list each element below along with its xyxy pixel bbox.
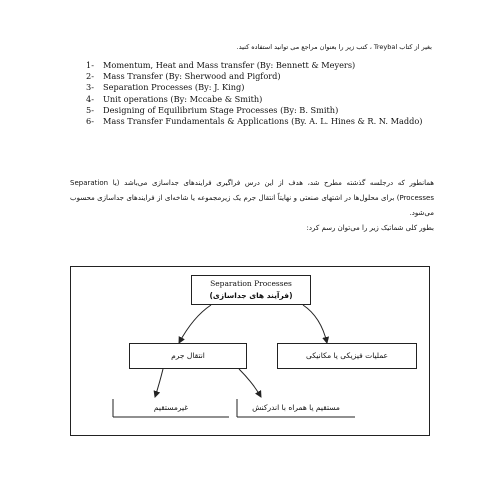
reference-item [86, 94, 426, 105]
arrow-to-mechanical-ops [303, 305, 327, 343]
paragraph-text: همانطور که درجلسه گذشته مطرح شد، هدف از این درس فراگیری فرایندهای جداسازی می‌باشد (یا Separation Processes) برای محلول‌ها در اشتهای صنعتی و نهایتاً انتقال جرم یک زیرمجموعه یا شاخه‌ای از فرایندهای جداسازی محسوب می‌شود. [70, 179, 434, 217]
reference-text: Mass Transfer (By: Sherwood and Pigford) [103, 71, 281, 82]
reference-list [86, 60, 426, 127]
paragraph-text-2: بطور کلی شماتیک زیر را می‌توان رسم کرد: [306, 224, 434, 232]
direct-label: مستقیم یا همراه با اندرکنش [252, 403, 340, 412]
arrow-to-indirect [155, 369, 163, 397]
direct-box [237, 399, 355, 417]
reference-number: 2- [86, 71, 94, 82]
reference-number: 3- [86, 82, 94, 93]
reference-number: 5- [86, 104, 94, 115]
reference-text: Mass Transfer Fundamentals & Applications (By. A. L. Hines & R. N. Maddo) [103, 116, 423, 127]
arrow-to-mass-transfer [179, 305, 211, 343]
mechanical-ops-label: عملیات فیزیکی یا مکانیکی [305, 351, 389, 360]
body-paragraph [70, 176, 434, 236]
reference-item [86, 116, 426, 127]
intro-text: بغیر از کتاب Treybal ، کتب زیر را بعنوان مراجع می توانید استفاده کنید. [236, 43, 432, 51]
reference-item [86, 105, 426, 116]
indirect-label: غیرمستقیم [153, 403, 189, 412]
root-subtitle: (فرآیند های جداسازی) [209, 291, 293, 300]
arrow-to-direct [239, 369, 261, 397]
mass-transfer-box [129, 343, 247, 369]
root-box [191, 275, 311, 305]
mass-transfer-label: انتقال جرم [171, 351, 205, 360]
reference-number: 6- [86, 116, 94, 127]
indirect-box [113, 399, 229, 417]
mechanical-ops-box [277, 343, 417, 369]
reference-text: Momentum, Heat and Mass transfer (By: Bennett & Meyers) [103, 60, 356, 70]
reference-text: Separation Processes (By: J. King) [103, 82, 245, 93]
reference-number: 1- [86, 60, 94, 70]
reference-number: 4- [86, 93, 94, 104]
reference-item [86, 71, 426, 82]
reference-text: Unit operations (By: Mccabe & Smith) [103, 93, 263, 104]
separation-diagram [70, 266, 430, 436]
reference-item [86, 60, 426, 71]
reference-item [86, 82, 426, 93]
root-title: Separation Processes [210, 279, 292, 288]
reference-text: Designing of Equilibrium Stage Processes (By: B. Smith) [103, 104, 339, 115]
